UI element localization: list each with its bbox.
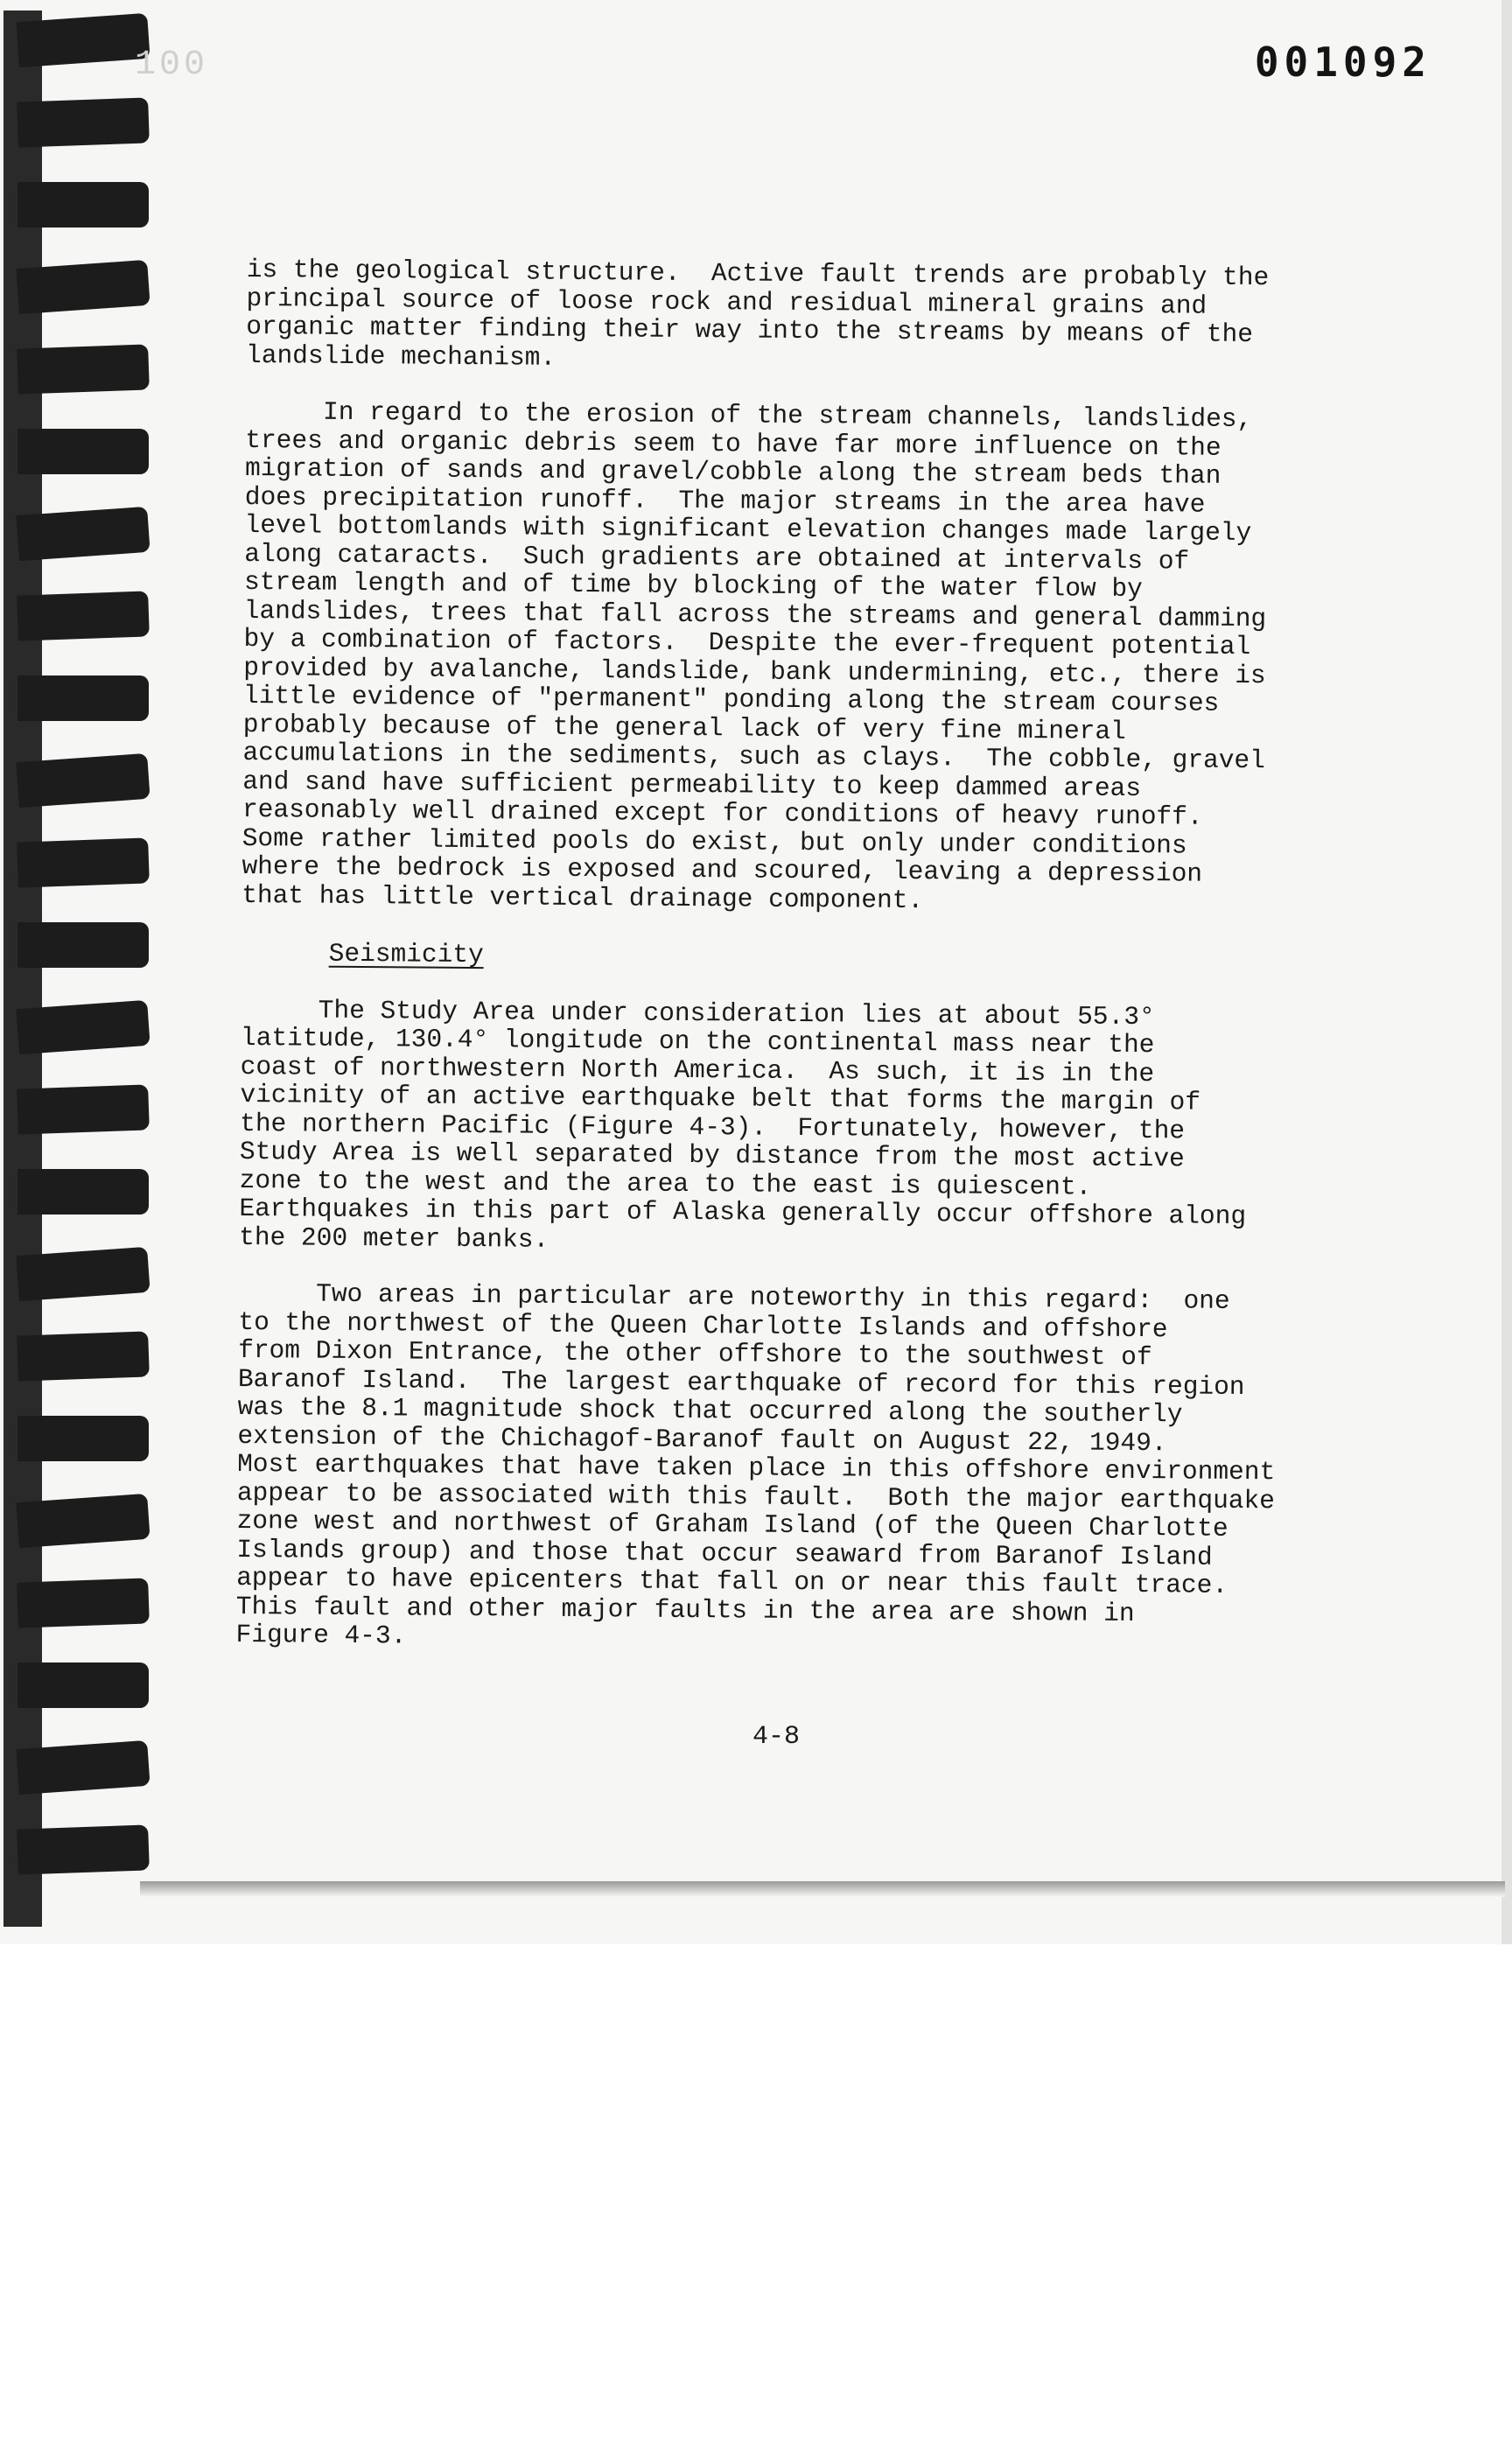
paragraph bbox=[242, 397, 1418, 919]
binding-comb bbox=[17, 1331, 150, 1381]
page-bottom-shadow bbox=[140, 1881, 1505, 1897]
text-line: little evidence of "permanent" ponding along the stream courses bbox=[242, 680, 1220, 718]
text-line: provided by avalanche, landslide, bank undermining, etc., there is bbox=[243, 652, 1266, 690]
text-line: latitude, 130.4° longitude on the continental mass near the bbox=[240, 1022, 1155, 1060]
binding-comb bbox=[16, 753, 150, 808]
binding-comb bbox=[16, 1247, 150, 1301]
binding-comb bbox=[17, 1578, 150, 1628]
text-line: and sand have sufficient permeability to keep dammed areas bbox=[242, 766, 1142, 803]
text-line: In regard to the erosion of the stream channels, landslides, bbox=[245, 396, 1253, 435]
paragraph bbox=[235, 1279, 1410, 1658]
binding-comb bbox=[17, 97, 150, 147]
binding-comb bbox=[17, 591, 150, 640]
binding-comb bbox=[18, 429, 149, 474]
text-line: Earthquakes in this part of Alaska generally occur offshore along bbox=[239, 1193, 1247, 1232]
text-line: where the bedrock is exposed and scoured, leaving a depression bbox=[242, 850, 1203, 889]
text-line: zone west and northwest of Graham Island (of the Queen Charlotte bbox=[236, 1505, 1228, 1544]
text-line: The Study Area under consideration lies at about 55.3° bbox=[241, 994, 1155, 1032]
section-heading: Seismicity bbox=[328, 938, 484, 970]
paragraph bbox=[246, 256, 1419, 379]
binding-comb bbox=[18, 1169, 149, 1214]
text-line: to the northwest of the Queen Charlotte Islands and offshore bbox=[238, 1306, 1168, 1344]
text-line: Some rather limited pools do exist, but only under conditions bbox=[242, 822, 1187, 860]
binding-comb bbox=[16, 260, 150, 314]
text-line: accumulations in the sediments, such as clays. The cobble, gravel bbox=[242, 737, 1266, 776]
text-line: Study Area is well separated by distance from the most active bbox=[239, 1136, 1185, 1174]
spiral-binding bbox=[0, 10, 158, 1927]
text-line: zone to the west and the area to the east is quiescent. bbox=[239, 1165, 1092, 1202]
binding-comb bbox=[18, 1662, 149, 1708]
binding-comb bbox=[17, 837, 150, 887]
bleed-through-number: 100 bbox=[135, 46, 209, 85]
text-line: is the geological structure. Active fault trends are probably the bbox=[246, 255, 1270, 293]
text-line: extension of the Chichagof-Baranof fault on August 22, 1949. bbox=[237, 1420, 1167, 1458]
binding-comb bbox=[17, 1824, 150, 1874]
binding-comb bbox=[17, 344, 150, 394]
text-line: appear to have epicenters that fall on or near this fault trace. bbox=[235, 1562, 1228, 1600]
text-line: coast of northwestern North America. As such, it is in the bbox=[240, 1051, 1155, 1088]
text-line: Islands group) and those that occur seaward from Baranof Island bbox=[236, 1534, 1213, 1572]
text-line: vicinity of an active earthquake belt that forms the margin of bbox=[240, 1079, 1201, 1117]
text-line: the northern Pacific (Figure 4-3). Fortunately, however, the bbox=[240, 1108, 1186, 1145]
text-line: along cataracts. Such gradients are obtained at intervals of bbox=[244, 538, 1190, 576]
text-line: reasonably well drained except for conditions of heavy runoff. bbox=[242, 794, 1203, 832]
text-line: landslides, trees that fall across the streams and general damming bbox=[243, 595, 1267, 634]
text-line: organic matter finding their way into the streams by means of the bbox=[246, 311, 1254, 350]
page-edge bbox=[1502, 0, 1512, 1944]
text-line: by a combination of factors. Despite the ever-frequent potential bbox=[243, 623, 1251, 662]
binding-comb bbox=[16, 1740, 150, 1795]
text-line: that has little vertical drainage component. bbox=[242, 879, 924, 915]
paragraph bbox=[239, 995, 1413, 1260]
binding-comb bbox=[18, 182, 149, 228]
text-line: trees and organic debris seem to have far more influence on the bbox=[245, 424, 1222, 463]
text-line: stream length and of time by blocking of the water flow by bbox=[243, 566, 1143, 605]
text-line: does precipitation runoff. The major streams in the area have bbox=[244, 481, 1206, 520]
document-body bbox=[235, 256, 1418, 1658]
binding-comb bbox=[16, 507, 150, 561]
text-line: from Dixon Entrance, the other offshore to the southwest of bbox=[238, 1334, 1152, 1373]
binding-comb bbox=[17, 1084, 150, 1134]
text-line: was the 8.1 magnitude shock that occurred along the southerly bbox=[237, 1391, 1183, 1430]
text-line: landslide mechanism. bbox=[245, 340, 556, 373]
text-line: Baranof Island. The largest earthquake of record for this region bbox=[237, 1363, 1245, 1402]
text-line: Figure 4-3. bbox=[235, 1619, 407, 1651]
binding-comb bbox=[18, 922, 149, 968]
text-line: probably because of the general lack of very fine mineral bbox=[242, 709, 1126, 746]
text-line: Most earthquakes that have taken place in this offshore environment bbox=[237, 1448, 1276, 1488]
text-line: migration of sands and gravel/cobble along the stream beds than bbox=[244, 452, 1222, 491]
binding-comb bbox=[16, 1000, 150, 1054]
text-line: Two areas in particular are noteworthy in this regard: one bbox=[238, 1278, 1230, 1316]
binding-comb bbox=[16, 1494, 150, 1548]
text-line: principal source of loose rock and residual mineral grains and bbox=[246, 283, 1208, 321]
document-id-stamp: 001092 bbox=[1254, 38, 1432, 86]
text-line: the 200 meter banks. bbox=[239, 1222, 550, 1255]
binding-comb bbox=[18, 676, 149, 721]
binding-comb bbox=[16, 13, 150, 67]
page-number: 4-8 bbox=[752, 1722, 801, 1752]
text-line: level bottomlands with significant elevation changes made largely bbox=[244, 509, 1252, 549]
text-line: appear to be associated with this fault. Both the major earthquake bbox=[236, 1477, 1276, 1516]
text-line: This fault and other major faults in the area are shown in bbox=[235, 1591, 1135, 1628]
binding-comb bbox=[18, 1416, 149, 1461]
